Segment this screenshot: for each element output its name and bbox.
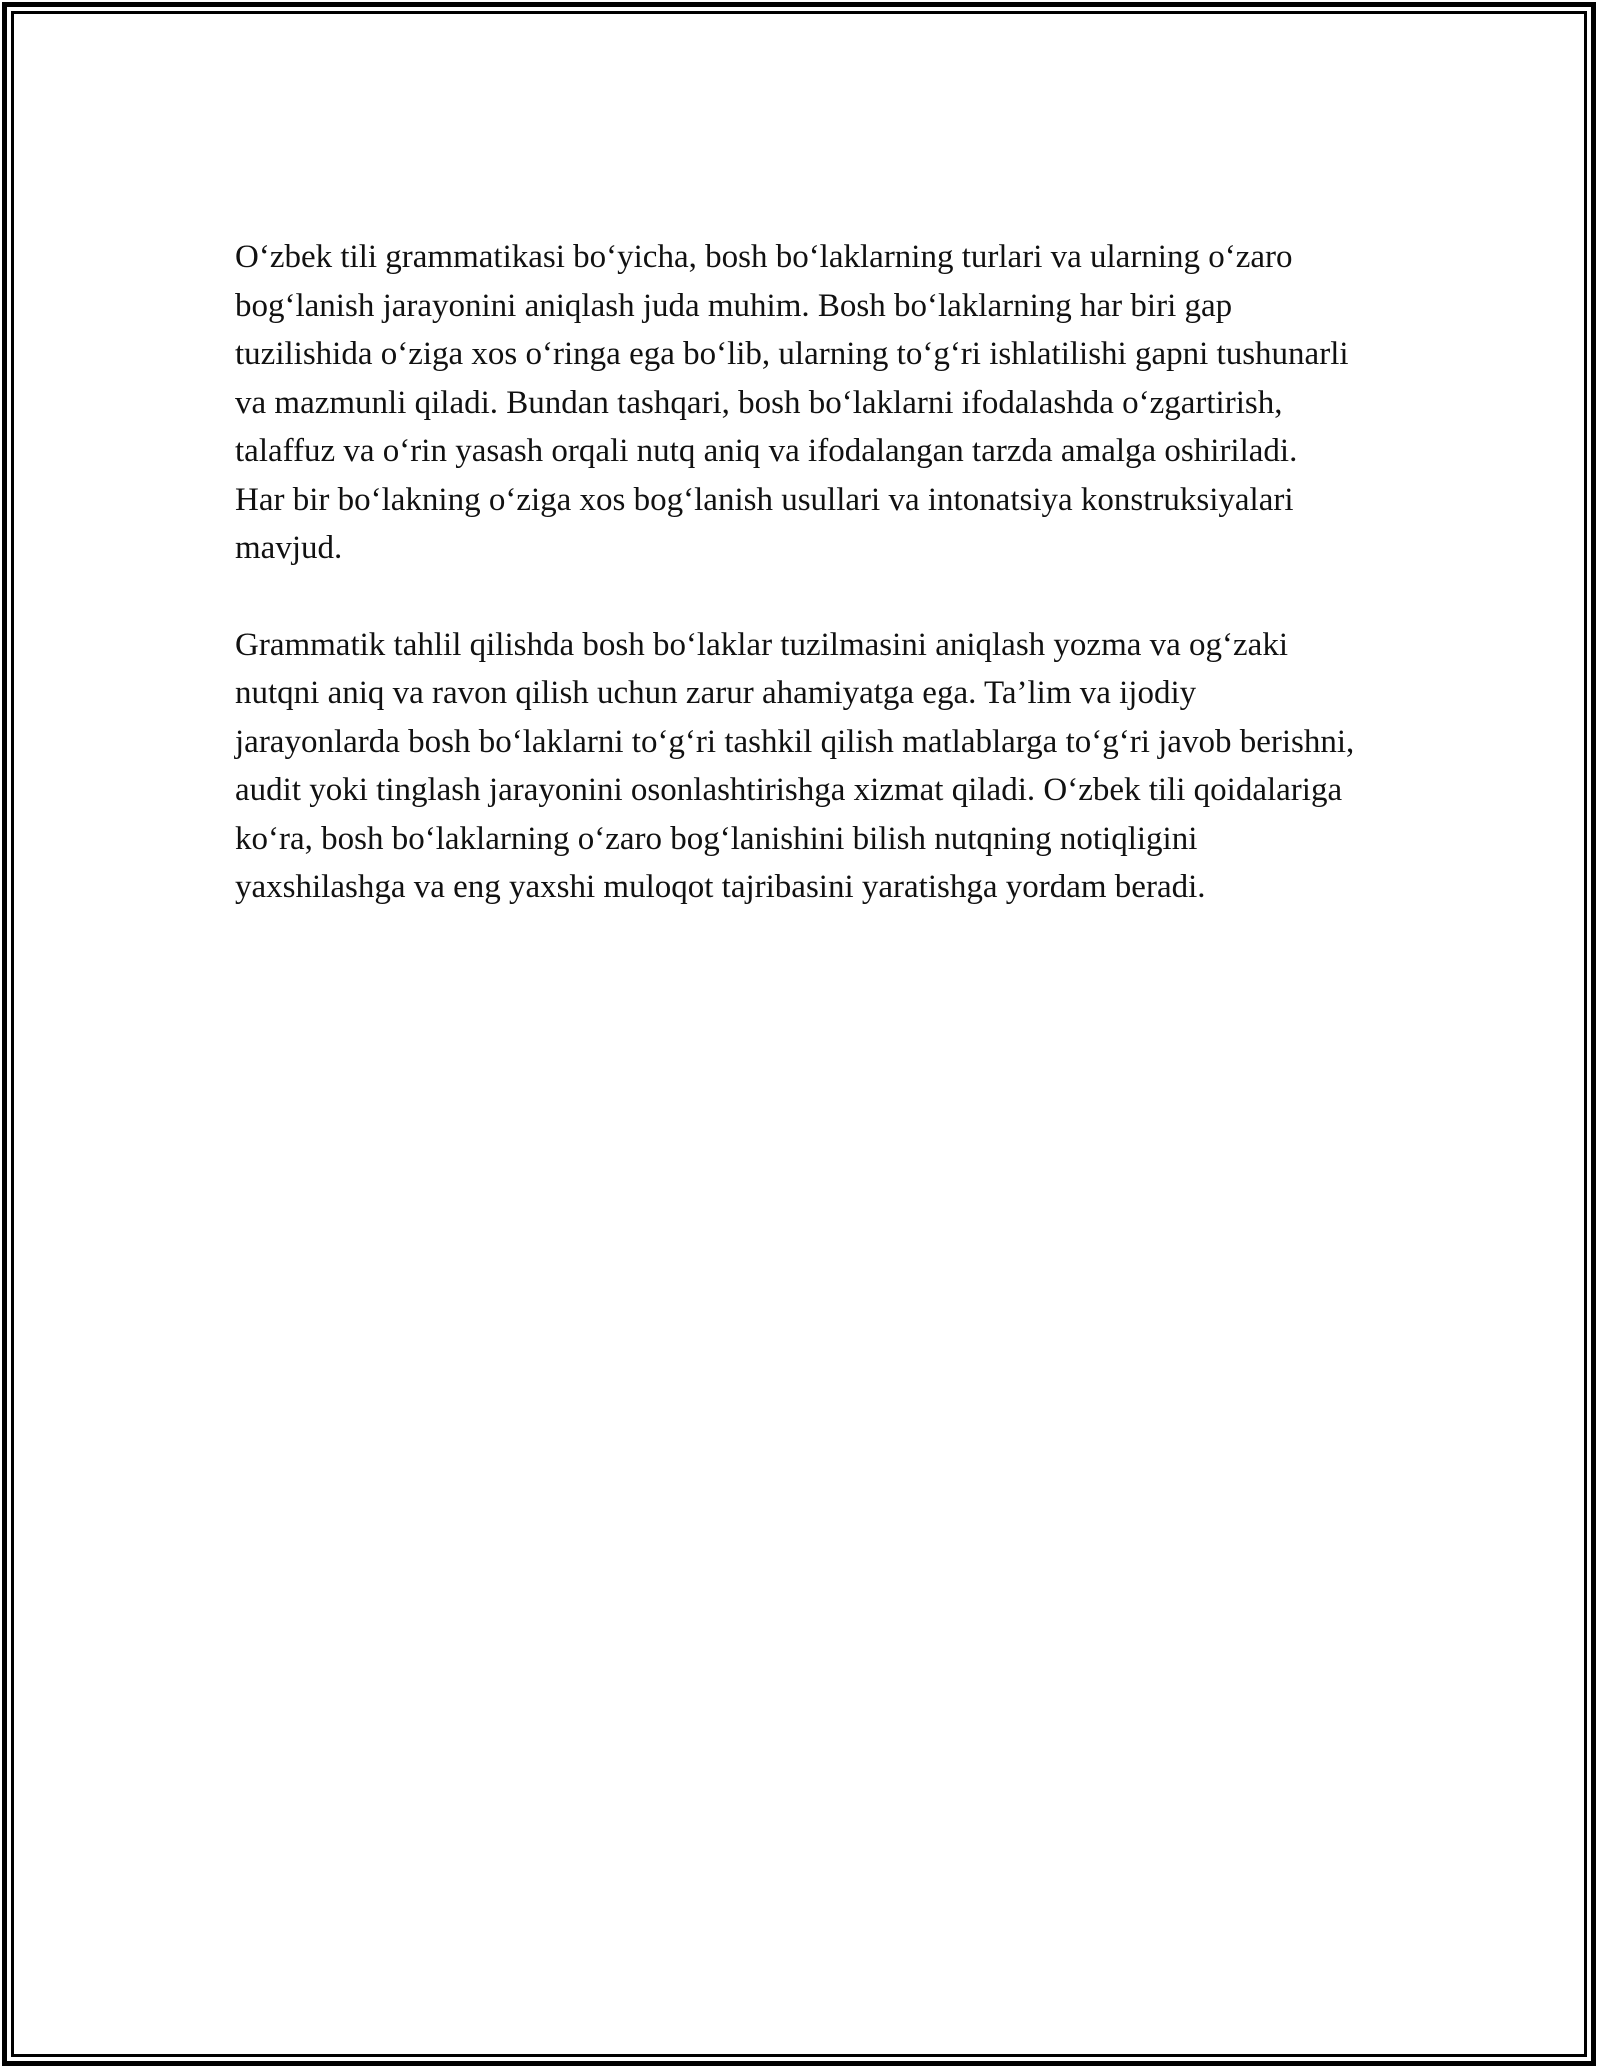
paragraph-1: O‘zbek tili grammatikasi bo‘yicha, bosh bo‘laklarning turlari va ularning o‘zaro bog‘lanish jarayonini aniqlash juda muhim. Bosh bo‘laklarning har biri gap tuzilishida o‘ziga xos o‘ringa ega bo‘lib, ularning to‘g‘ri ishlatilishi gapni tushunarli va mazmunli qiladi. Bundan tashqari, bosh bo‘laklarni ifodalashda o‘zgartirish, talaffuz va o‘rin yasash orqali nutq aniq va ifodalangan tarzda amalga oshiriladi. Har bir bo‘lakning o‘ziga xos bog‘lanish usullari va intonatsiya konstruksiyalari mavjud. bbox=[235, 239, 1349, 566]
paragraph-2: Grammatik tahlil qilishda bosh bo‘laklar tuzilmasini aniqlash yozma va og‘zaki nutqni aniq va ravon qilish uchun zarur ahamiyatga ega. Ta’lim va ijodiy jarayonlarda bosh bo‘laklarni to‘g‘ri tashkil qilish matlablarga to‘g‘ri javob berishni, audit yoki tinglash jarayonini osonlashtirishga xizmat qiladi. O‘zbek tili qoidalariga ko‘ra, bosh bo‘laklarning o‘zaro bog‘lanishini bilish nutqning notiqligini yaxshilashga va eng yaxshi muloqot tajribasini yaratishga yordam beradi. bbox=[235, 626, 1355, 905]
document-body bbox=[235, 233, 1355, 912]
